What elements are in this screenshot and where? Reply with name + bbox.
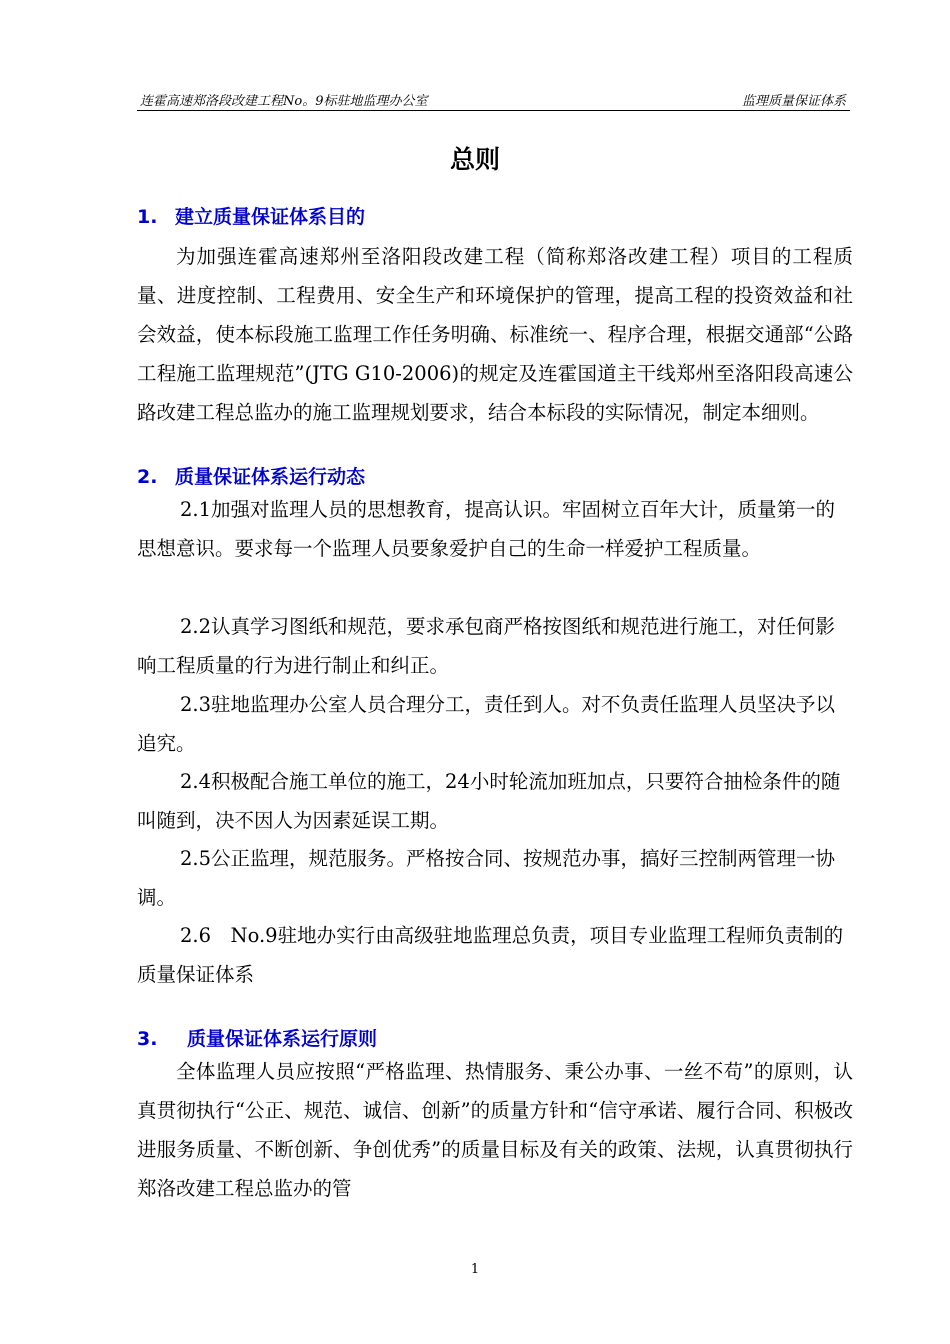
page-header xyxy=(137,88,850,111)
section-1-title: 建立质量保证体系目的 xyxy=(175,206,366,228)
page-title: 总则 xyxy=(449,145,500,174)
section-2-item-4: 2.4积极配合施工单位的施工，24小时轮流加班加点，只要符合抽检条件的随叫随到，决不因人为因素延误工期。 xyxy=(137,770,841,832)
section-3-heading xyxy=(137,1024,377,1051)
header-project-name: 连霍高速郑洛段改建工程No。9标驻地监理办公室 xyxy=(140,94,428,109)
section-2-item-2: 2.2认真学习图纸和规范，要求承包商严格按图纸和规范进行施工，对任何影响工程质量的行为进行制止和纠正。 xyxy=(137,615,836,677)
section-3-number: 3. xyxy=(137,1028,158,1050)
section-3-title: 质量保证体系运行原则 xyxy=(187,1028,378,1050)
page-number: 1 xyxy=(470,1262,480,1277)
section-2-item-6: 2.6 No.9驻地办实行由高级驻地监理总负责，项目专业监理工程师负责制的质量保证体系 xyxy=(137,924,844,986)
section-3-paragraph: 全体监理人员应按照“严格监理、热情服务、秉公办事、一丝不苟”的原则，认真贯彻执行“公正、规范、诚信、创新”的质量方针和“信守承诺、履行合同、积极改进服务质量、不断创新、争创优秀”的质量目标及有关的政策、法规，认真贯彻执行郑洛改建工程总监办的管 xyxy=(137,1060,853,1200)
section-2-item-1: 2.1加强对监理人员的思想教育，提高认识。牢固树立百年大计，质量第一的思想意识。要求每一个监理人员要象爱护自己的生命一样爱护工程质量。 xyxy=(137,498,836,560)
section-2-heading xyxy=(137,462,365,489)
section-2-item-5: 2.5公正监理，规范服务。严格按合同、按规范办事，搞好三控制两管理一协调。 xyxy=(137,847,836,909)
header-document-title: 监理质量保证体系 xyxy=(741,94,846,109)
section-2-title: 质量保证体系运行动态 xyxy=(175,466,366,488)
section-2-item-3: 2.3驻地监理办公室人员合理分工，责任到人。对不负责任监理人员坚决予以追究。 xyxy=(137,693,836,755)
section-1-heading xyxy=(137,202,365,229)
section-1-paragraph: 为加强连霍高速郑州至洛阳段改建工程（简称郑洛改建工程）项目的工程质量、进度控制、工程费用、安全生产和环境保护的管理，提高工程的投资效益和社会效益，使本标段施工监理工作任务明确、标准统一、程序合理，根据交通部“公路工程施工监理规范”(JTG G10-2006)的规定及连霍国道主干线郑州至洛阳段高速公路改建工程总监办的施工监理规划要求，结合本标段的实际情况，制定本细则。 xyxy=(137,245,853,424)
section-2-number: 2. xyxy=(137,466,158,488)
section-1-number: 1. xyxy=(137,206,158,228)
